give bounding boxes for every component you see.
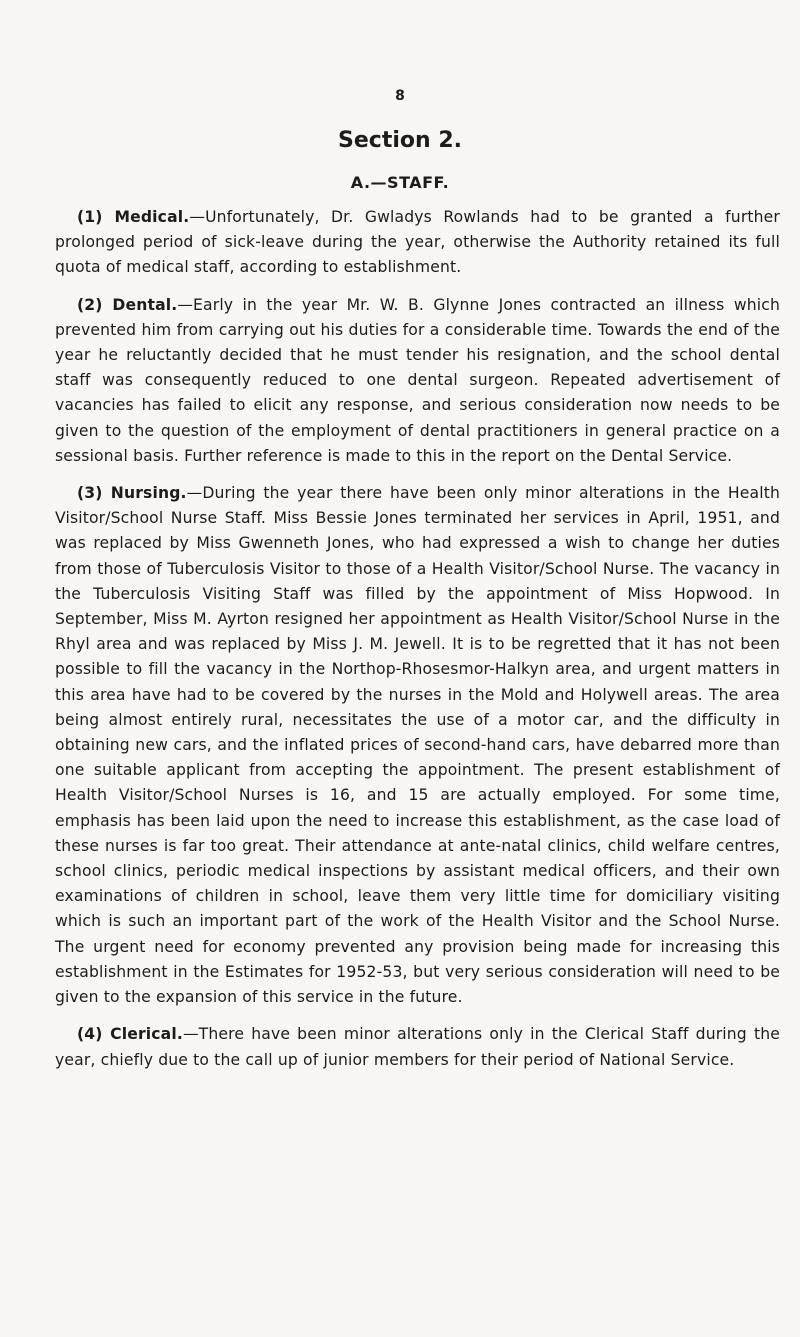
- paragraph-heading: (3) Nursing.: [77, 484, 187, 503]
- paragraph-heading: (4) Clerical.: [77, 1025, 183, 1044]
- paragraph-nursing: [55, 481, 780, 1010]
- paragraph-text: —During the year there have been only minor alterations in the Health Visitor/School Nurse Staff. Miss Bessie Jones terminated her services in April, 1951, and was replaced by Miss Gwenneth Jones, who had expressed a wish to change her duties from those of Tuberculosis Visitor to those of a Health Visitor/School Nurse. The vacancy in the Tuberculosis Visiting Staff was filled by the appointment of Miss Hopwood. In September, Miss M. Ayrton resigned her appointment as Health Visitor/School Nurse in the Rhyl area and was replaced by Miss J. M. Jewell. It is to be regretted that it has not been possible to fill the vacancy in the Northop-Rhosesmor-Halkyn area, and urgent matters in this area have had to be covered by the nurses in the Mold and Holywell areas. The area being almost entirely rural, necessitates the use of a motor car, and the difficulty in obtaining new cars, and the inflated prices of second-hand cars, have debarred more than one suitable applicant from accepting the appointment. The present establishment of Health Visitor/School Nurses is 16, and 15 are actually employed. For some time, emphasis has been laid upon the need to increase this establishment, as the case load of these nurses is far too great. Their attendance at ante-natal clinics, child welfare centres, school clinics, periodic medical inspections by assistant medical officers, and their own examinations of children in school, leave them very little time for domiciliary visiting which is such an important part of the work of the Health Visitor and the School Nurse. The urgent need for economy prevented any provision being made for increasing this establishment in the Estimates for 1952-53, but very serious consideration will need to be given to the expansion of this service in the future.: [55, 484, 780, 1007]
- paragraph-text: —There have been minor alterations only in the Clerical Staff during the year, chiefly due to the call up of junior members for their period of National Service.: [55, 1025, 781, 1069]
- paragraph-heading: (1) Medical.: [77, 208, 190, 226]
- paragraph-dental: [55, 293, 780, 469]
- paragraph-heading: (2) Dental.: [77, 295, 178, 314]
- page-number: 8: [395, 88, 405, 104]
- paragraph-text: —Unfortunately, Dr. Gwladys Rowlands had to be granted a further prolonged period of sick-leave during the year, otherwise the Authority retained its full quota of medical staff, according to establishment.: [55, 208, 780, 277]
- body-text: [55, 205, 780, 1085]
- subsection-title: A.—STAFF.: [350, 173, 450, 192]
- paragraph-text: —Early in the year Mr. W. B. Glynne Jones contracted an illness which prevented him from carrying out his duties for a considerable time. Towards the end of the year he reluctantly decided that he must tender his resignation, and the school dental staff was consequently reduced to one dental surgeon. Repeated advertisement of vacancies has failed to elicit any response, and serious consideration now needs to be given to the question of the employment of dental practitioners in general practice on a sessional basis. Further reference is made to this in the report on the Dental Service.: [55, 295, 780, 465]
- section-title: Section 2.: [338, 128, 462, 153]
- paragraph-clerical: [55, 1022, 780, 1072]
- paragraph-medical: [55, 205, 780, 281]
